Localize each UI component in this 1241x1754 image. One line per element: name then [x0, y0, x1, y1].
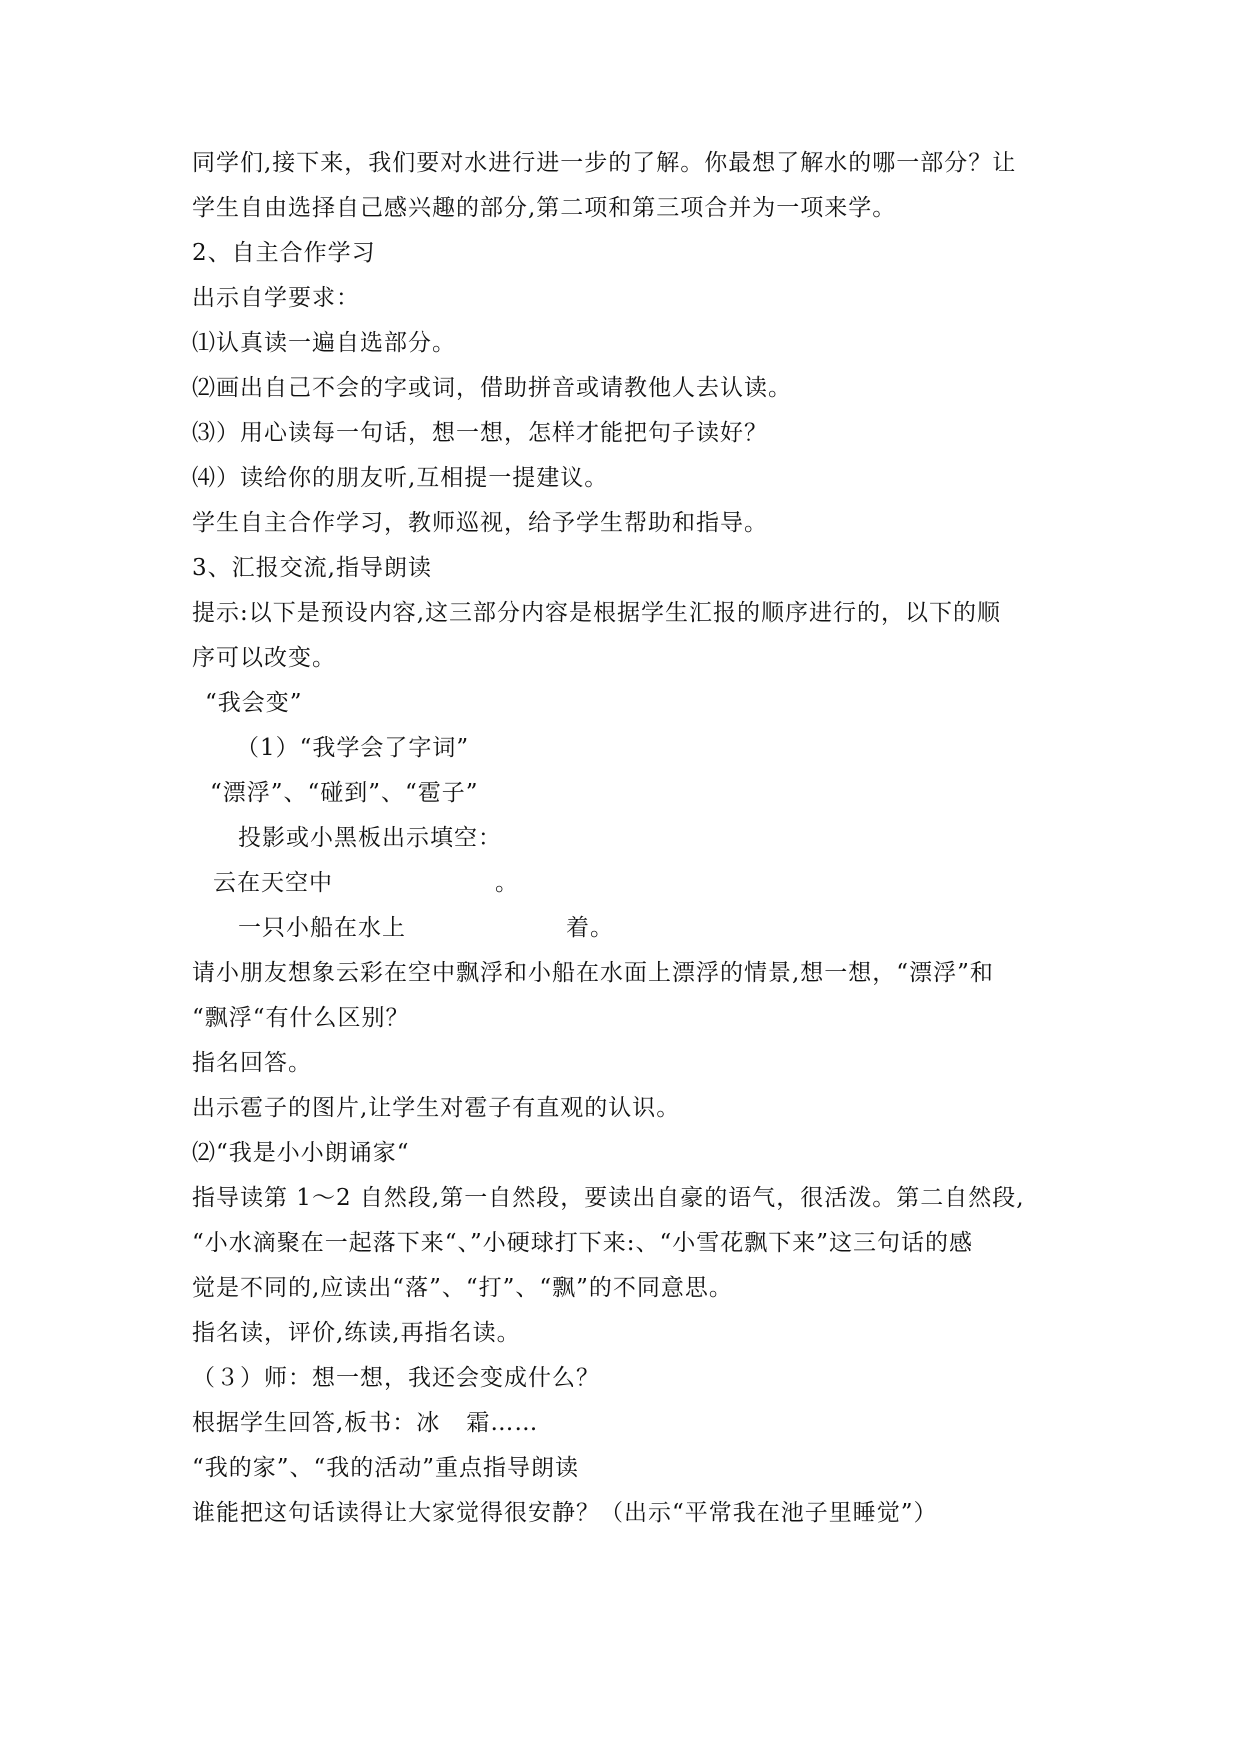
fill-blank-sentence-1-end: 。	[495, 870, 519, 896]
imagine-question-line-1: 请小朋友想象云彩在空中飘浮和小船在水面上漂浮的情景,想一想，“漂浮”和	[192, 960, 994, 986]
blackboard-writing-frost: 霜……	[466, 1410, 539, 1436]
hint-line-2: 序可以改变。	[192, 645, 336, 671]
quiet-reading-question: 谁能把这句话读得让大家觉得很安静？（出示“平常我在池子里睡觉”）	[192, 1500, 938, 1526]
fill-blank-sentence-2-text: 一只小船在水上	[238, 915, 406, 941]
paragraph-intro-line-2: 学生自由选择自己感兴趣的部分,第二项和第三项合并为一项来学。	[192, 195, 897, 221]
section-heading-3: 3、汇报交流,指导朗读	[192, 555, 432, 581]
reading-guide-line-2: “小水滴聚在一起落下来“、”小硬球打下来:、“小雪花飘下来”这三句话的感	[192, 1230, 974, 1256]
fill-blank-sentence-1-text: 云在天空中	[213, 870, 333, 896]
requirement-item-1: ⑴认真读一遍自选部分。	[192, 330, 456, 356]
blackboard-writing-text: 根据学生回答,板书：冰	[192, 1410, 441, 1436]
reading-guide-line-1: 指导读第 1～2 自然段,第一自然段，要读出自豪的语气，很活泼。第二自然段,	[192, 1185, 1025, 1211]
subsection-item-2: ⑵“我是小小朗诵家“	[192, 1140, 410, 1166]
focus-reading-topics: “我的家”、“我的活动”重点指导朗读	[192, 1455, 580, 1481]
fill-blank-sentence-2-end: 着。	[566, 915, 614, 941]
fill-blank-sentence-2	[238, 913, 614, 943]
reading-practice: 指名读，评价,练读,再指名读。	[192, 1320, 521, 1346]
fill-blank-instruction: 投影或小黑板出示填空：	[238, 825, 502, 851]
requirement-item-2: ⑵画出自己不会的字或词，借助拼音或请教他人去认读。	[192, 375, 792, 401]
requirement-item-3: ⑶）用心读每一句话，想一想，怎样才能把句子读好？	[192, 420, 768, 446]
blackboard-writing	[192, 1408, 538, 1438]
self-study-activity: 学生自主合作学习，教师巡视，给予学生帮助和指导。	[192, 510, 768, 536]
subsection-item-3: （３）师：想一想，我还会变成什么？	[192, 1365, 600, 1391]
show-hail-picture: 出示雹子的图片,让学生对雹子有直观的认识。	[192, 1095, 681, 1121]
subsection-title: “我会变”	[205, 690, 303, 716]
imagine-question-line-2: “飘浮“有什么区别？	[192, 1005, 410, 1031]
paragraph-intro-line-1: 同学们,接下来，我们要对水进行进一步的了解。你最想了解水的哪一部分？让	[192, 150, 1017, 176]
requirement-item-4: ⑷）读给你的朋友听,互相提一提建议。	[192, 465, 609, 491]
subsection-item-1: （1）“我学会了字词”	[236, 735, 470, 761]
reading-guide-line-3: 觉是不同的,应读出“落”、“打”、“飘”的不同意思。	[192, 1275, 733, 1301]
vocabulary-words: “漂浮”、“碰到”、“雹子”	[210, 780, 479, 806]
section-heading-2: 2、自主合作学习	[192, 240, 376, 266]
hint-line-1: 提示:以下是预设内容,这三部分内容是根据学生汇报的顺序进行的，以下的顺	[192, 600, 1002, 626]
name-answer: 指名回答。	[192, 1050, 312, 1076]
self-study-requirements-heading: 出示自学要求：	[192, 285, 360, 311]
fill-blank-sentence-1	[213, 868, 519, 898]
